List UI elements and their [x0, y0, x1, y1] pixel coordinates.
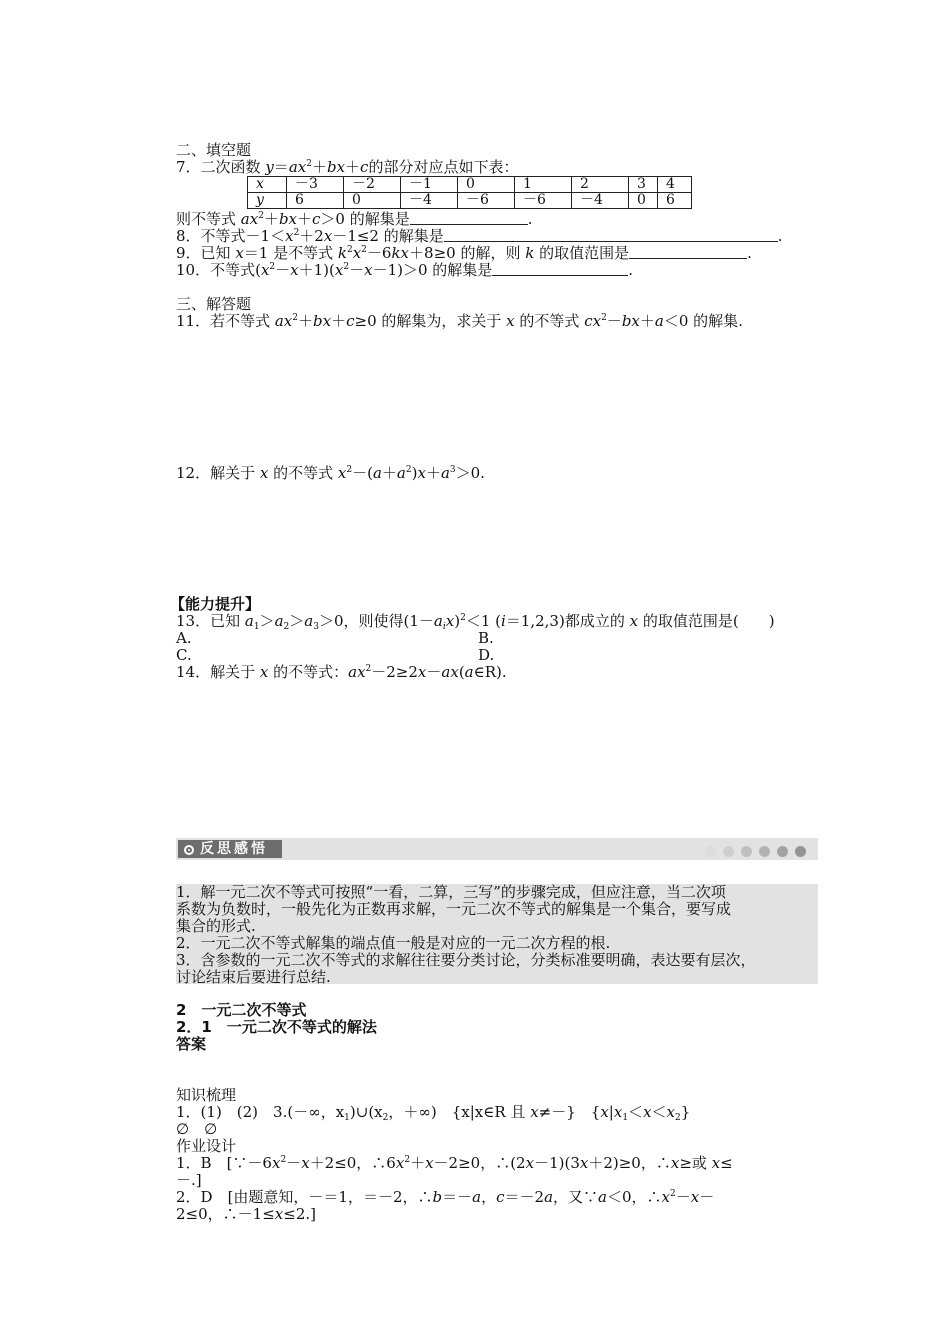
table-cell: 0 — [458, 177, 515, 193]
reflection-line: 3．含参数的一元二次不等式的求解往往要分类讨论，分类标准要明确，表达要有层次， — [176, 951, 756, 969]
table-cell: 4 — [658, 177, 692, 193]
value-table — [247, 176, 692, 209]
dot-icon — [795, 846, 806, 857]
table-cell: 1 — [515, 177, 572, 193]
reflection-banner — [176, 838, 818, 860]
answer-blank — [492, 263, 628, 276]
option-d: D. — [478, 646, 495, 664]
reflection-line: 集合的形式. — [176, 917, 256, 935]
table-cell: 3 — [629, 177, 658, 193]
reflection-line: 2．一元二次不等式解集的端点值一般是对应的一元二次方程的根. — [176, 934, 611, 952]
table-cell: 0 — [344, 193, 401, 209]
question-12: 12．解关于 x 的不等式 $x^2-(a+a^2)x+a^3>0$. — [176, 464, 485, 482]
table-cell: 6 — [658, 193, 692, 209]
answer-1: 1．B [$\because-6x^2-x+2\le 0$，$\therefore 6x^2+x-2\ge 0$，∴(2x－1)(3x＋2)≥0，∴x≥或 x≤ — [176, 1154, 733, 1172]
table-cell: －4 — [401, 193, 458, 209]
question-10: 10．不等式$(x^2-x+1)(x^2-x-1)>0$ 的解集是 . — [176, 261, 634, 279]
question-7-tail: 则不等式 $ax^2+bx+c>0$ 的解集是 . — [176, 210, 533, 228]
table-cell: －6 — [515, 193, 572, 209]
solve-heading: 三、解答题 — [176, 295, 252, 313]
table-cell: －2 — [344, 177, 401, 193]
table-cell: －1 — [401, 177, 458, 193]
option-a: A. — [176, 629, 192, 647]
homework-heading: 作业设计 — [176, 1137, 237, 1155]
question-11: 11．若不等式 $ax^2+bx+c\ge 0$ 的解集为，求关于 x 的不等式 $cx^2-bx+a<0$ 的解集. — [176, 312, 743, 330]
table-row-y — [248, 193, 692, 209]
dot-icon — [777, 846, 788, 857]
table-cell: 6 — [287, 193, 344, 209]
reflection-line: 1．解一元二次不等式可按照“一看，二算，三写”的步骤完成，但应注意，当二次项 — [176, 883, 726, 901]
answer-1-cont: －.] — [176, 1171, 202, 1189]
knowledge-heading: 知识梳理 — [176, 1086, 237, 1104]
option-b: B. — [478, 629, 494, 647]
reflection-line: 系数为负数时，一般先化为正数再求解，一元二次不等式的解集是一个集合，要写成 — [176, 900, 732, 918]
dot-icon — [705, 846, 716, 857]
question-8: 8．不等式$-1<x^2+2x-1\le 2$ 的解集是 . — [176, 227, 783, 245]
table-cell: －3 — [287, 177, 344, 193]
dot-icon — [759, 846, 770, 857]
answer-2: 2．D [由题意知，－＝1，＝－2，∴b＝－a，c＝－2a，又∵a＜0，$\therefore x^2-x-$ — [176, 1188, 715, 1206]
fill-heading: 二、填空题 — [176, 141, 252, 159]
reflection-title-tag — [178, 840, 282, 858]
table-cell: 0 — [629, 193, 658, 209]
table-header-x: x — [248, 177, 287, 193]
chapter-title: 2 一元二次不等式 — [176, 1001, 307, 1019]
table-cell: 2 — [572, 177, 629, 193]
answer-blank — [410, 212, 528, 225]
question-7: 7．二次函数 $y=ax^2+bx+c$的部分对应点如下表： — [176, 158, 519, 176]
ability-heading: 【能力提升】 — [170, 595, 261, 613]
empty-set-answers: ∅ ∅ — [176, 1120, 218, 1138]
decorative-dots — [698, 843, 806, 861]
dot-icon — [723, 846, 734, 857]
knowledge-answer-1: 1．(1) (2) 3.(－∞，$x_1)\cup(x_2$，＋∞) {x|x∈R 且 x≠－} $\{x|x_1<x<x_2\}$ — [176, 1103, 691, 1123]
reflection-title: 反思感悟 — [200, 841, 268, 857]
section-title: 2．1 一元二次不等式的解法 — [176, 1018, 377, 1036]
table-cell: －4 — [572, 193, 629, 209]
question-14: 14．解关于 x 的不等式：$ax^2-2\ge 2x-ax(a\in R)$. — [176, 663, 507, 681]
answer-blank — [444, 229, 778, 242]
table-cell: －6 — [458, 193, 515, 209]
table-row-x — [248, 177, 692, 193]
question-13: 13．已知 $a_1>a_2>a_3>0$，则使得$(1-a_ix)^2<1$ (i＝1,2,3)都成立的 x 的取值范围是( ) — [176, 612, 775, 632]
table-header-y: y — [248, 193, 287, 209]
answer-2-cont: 2≤0，∴－1≤x≤2.] — [176, 1205, 316, 1223]
answer-blank — [629, 246, 747, 259]
dot-icon — [741, 846, 752, 857]
answers-title: 答案 — [176, 1035, 207, 1053]
reflection-line: 讨论结束后要进行总结. — [176, 968, 331, 986]
question-9: 9．已知 x＝1 是不等式 $k^2x^2-6kx+8\ge 0$ 的解，则 k 的取值范围是 . — [176, 244, 752, 262]
target-icon — [184, 845, 194, 855]
option-c: C. — [176, 646, 192, 664]
